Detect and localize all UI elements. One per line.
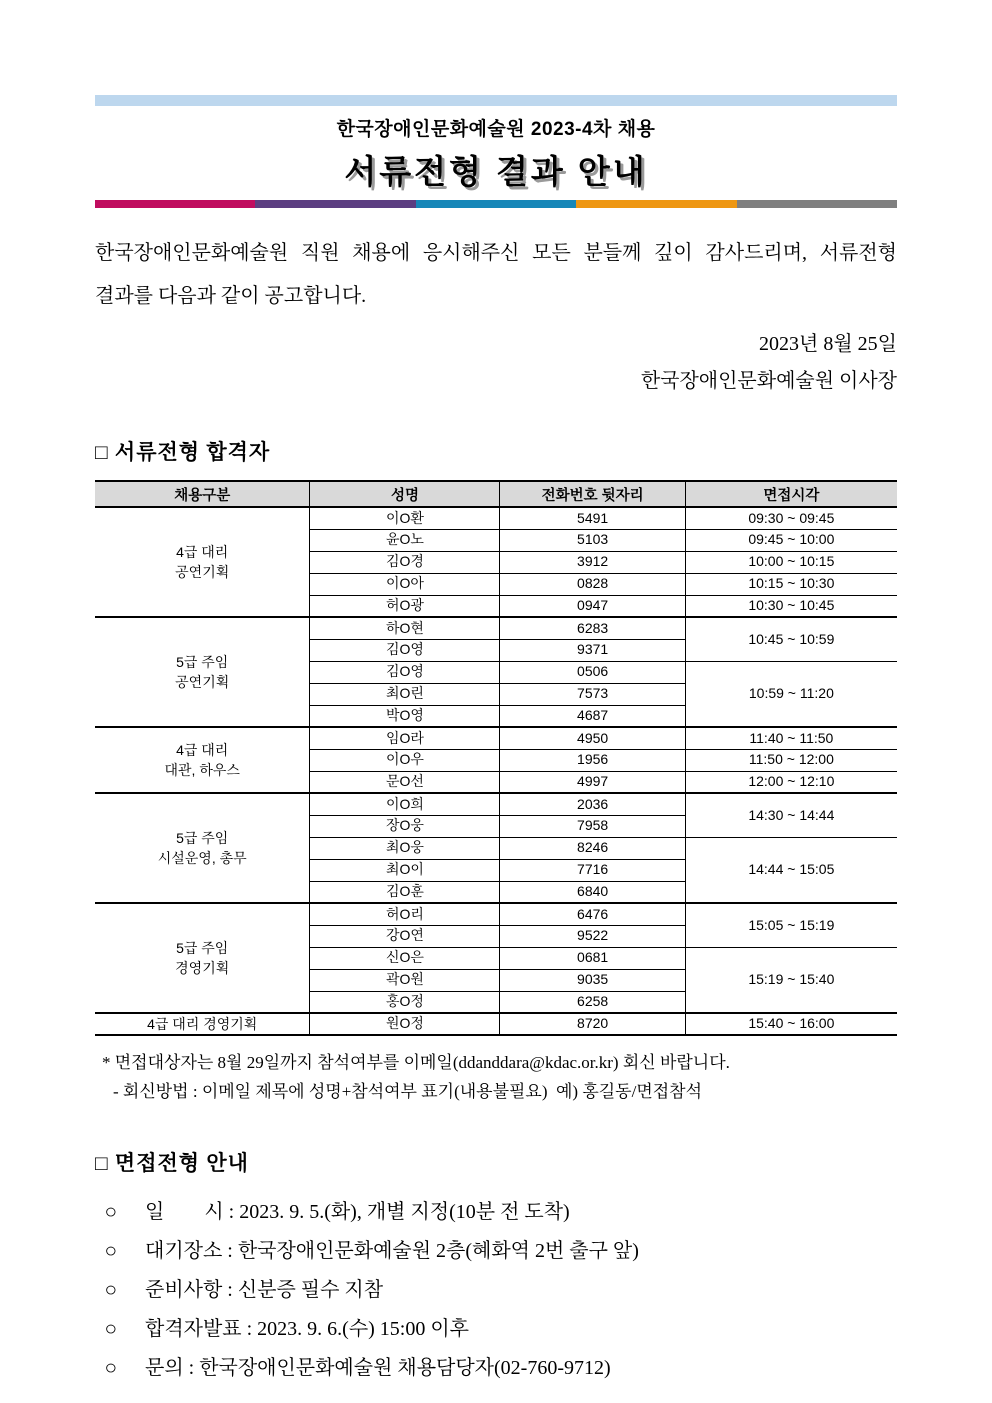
column-header-time: 면접시각 — [685, 481, 897, 507]
name-cell: 최O린 — [310, 683, 500, 705]
interview-item — [95, 1349, 897, 1388]
name-cell: 하O현 — [310, 617, 500, 639]
interview-item — [95, 1232, 897, 1271]
category-cell: 4급 대리 공연기획 — [95, 507, 310, 617]
name-cell: 김O경 — [310, 551, 500, 573]
phone-cell: 0947 — [500, 595, 685, 617]
phone-cell: 0506 — [500, 661, 685, 683]
interview-item-text: 일 시 : 2023. 9. 5.(화), 개별 지정(10분 전 도착) — [145, 1201, 570, 1224]
column-header-phone: 전화번호 뒷자리 — [500, 481, 685, 507]
circle-bullet-icon: ○ — [104, 1240, 118, 1263]
name-cell: 김O영 — [310, 639, 500, 661]
name-cell: 장O웅 — [310, 815, 500, 837]
circle-bullet-icon: ○ — [104, 1318, 118, 1341]
name-cell: 곽O원 — [310, 969, 500, 991]
name-cell: 원O정 — [310, 1013, 500, 1035]
intro-paragraph: 한국장애인문화예술원 직원 채용에 응시해주신 모든 분들께 깊이 감사드리며, 서류전형 결과를 다음과 같이 공고합니다. — [95, 242, 897, 307]
phone-cell: 4687 — [500, 705, 685, 727]
phone-cell: 5103 — [500, 529, 685, 551]
note-line: * 면접대상자는 8월 29일까지 참석여부를 이메일(ddanddara@kdac.or.kr) 회신 바랍니다. — [102, 1053, 730, 1073]
phone-cell: 6283 — [500, 617, 685, 639]
interview-item — [95, 1271, 897, 1310]
category-cell: 5급 주임 경영기획 — [95, 903, 310, 1013]
name-cell: 임O라 — [310, 727, 500, 749]
table-header-row — [95, 481, 897, 507]
name-cell: 문O선 — [310, 771, 500, 793]
interview-item-text: 문의 : 한국장애인문화예술원 채용담당자(02-760-9712) — [145, 1357, 611, 1380]
phone-cell: 9035 — [500, 969, 685, 991]
category-cell: 4급 대리 경영기획 — [95, 1013, 310, 1035]
phone-cell: 7573 — [500, 683, 685, 705]
time-cell: 15:40 ~ 16:00 — [685, 1013, 897, 1035]
phone-cell: 7716 — [500, 859, 685, 881]
circle-bullet-icon: ○ — [104, 1201, 118, 1224]
header-top-bar — [95, 95, 897, 106]
name-cell: 허O광 — [310, 595, 500, 617]
announcement-date: 2023년 8월 25일 — [759, 333, 897, 355]
name-cell: 이O우 — [310, 749, 500, 771]
time-cell: 11:40 ~ 11:50 — [685, 727, 897, 749]
time-cell: 10:15 ~ 10:30 — [685, 573, 897, 595]
time-cell: 09:45 ~ 10:00 — [685, 529, 897, 551]
table-notes — [95, 1049, 897, 1107]
phone-cell: 0681 — [500, 947, 685, 969]
time-cell: 14:44 ~ 15:05 — [685, 837, 897, 903]
signature: 한국장애인문화예술원 이사장 — [640, 370, 897, 392]
interview-item-text: 준비사항 : 신분증 필수 지참 — [145, 1279, 384, 1302]
column-header-category: 채용구분 — [95, 481, 310, 507]
time-cell: 14:30 ~ 14:44 — [685, 793, 897, 837]
recruitment-subtitle: 한국장애인문화예술원 2023-4차 채용 — [336, 119, 656, 140]
table-row — [95, 617, 897, 639]
table-row — [95, 727, 897, 749]
stripe-segment-orange — [576, 200, 736, 208]
phone-cell: 6476 — [500, 903, 685, 925]
time-cell: 10:30 ~ 10:45 — [685, 595, 897, 617]
time-cell: 12:00 ~ 12:10 — [685, 771, 897, 793]
table-row — [95, 1013, 897, 1035]
column-header-name: 성명 — [310, 481, 500, 507]
table-row — [95, 793, 897, 815]
interview-item-text: 대기장소 : 한국장애인문화예술원 2층(혜화역 2번 출구 앞) — [145, 1240, 639, 1263]
phone-cell: 7958 — [500, 815, 685, 837]
interview-section-heading: □ 면접전형 안내 — [95, 1151, 249, 1176]
name-cell: 신O은 — [310, 947, 500, 969]
phone-cell: 6840 — [500, 881, 685, 903]
time-cell: 10:59 ~ 11:20 — [685, 661, 897, 727]
interview-item-text: 합격자발표 : 2023. 9. 6.(수) 15:00 이후 — [145, 1318, 469, 1341]
phone-cell: 1956 — [500, 749, 685, 771]
name-cell: 윤O노 — [310, 529, 500, 551]
name-cell: 강O연 — [310, 925, 500, 947]
pass-section-heading: □ 서류전형 합격자 — [95, 440, 271, 464]
name-cell: 최O웅 — [310, 837, 500, 859]
name-cell: 김O영 — [310, 661, 500, 683]
name-cell: 허O리 — [310, 903, 500, 925]
name-cell: 김O훈 — [310, 881, 500, 903]
table-row — [95, 507, 897, 529]
time-cell: 10:00 ~ 10:15 — [685, 551, 897, 573]
name-cell: 이O환 — [310, 507, 500, 529]
category-cell: 5급 주임 시설운영, 총무 — [95, 793, 310, 903]
interview-item — [95, 1310, 897, 1349]
time-cell: 09:30 ~ 09:45 — [685, 507, 897, 529]
phone-cell: 6258 — [500, 991, 685, 1013]
time-cell: 15:05 ~ 15:19 — [685, 903, 897, 947]
interview-items — [95, 1193, 897, 1388]
phone-cell: 3912 — [500, 551, 685, 573]
stripe-segment-gray — [737, 200, 897, 208]
stripe-segment-blue — [416, 200, 576, 208]
page-title: 서류전형 결과 안내 — [344, 153, 648, 190]
phone-cell: 5491 — [500, 507, 685, 529]
name-cell: 이O아 — [310, 573, 500, 595]
pass-table — [95, 480, 897, 1036]
header-color-stripe — [95, 200, 897, 208]
phone-cell: 9371 — [500, 639, 685, 661]
circle-bullet-icon: ○ — [104, 1357, 118, 1380]
stripe-segment-pink — [95, 200, 255, 208]
circle-bullet-icon: ○ — [104, 1279, 118, 1302]
name-cell: 최O이 — [310, 859, 500, 881]
phone-cell: 2036 — [500, 793, 685, 815]
phone-cell: 0828 — [500, 573, 685, 595]
category-cell: 4급 대리 대관, 하우스 — [95, 727, 310, 793]
interview-item — [95, 1193, 897, 1232]
phone-cell: 4997 — [500, 771, 685, 793]
time-cell: 10:45 ~ 10:59 — [685, 617, 897, 661]
phone-cell: 8720 — [500, 1013, 685, 1035]
category-cell: 5급 주임 공연기획 — [95, 617, 310, 727]
note-line: - 회신방법 : 이메일 제목에 성명+참석여부 표기(내용불필요) 예) 홍길동/면접참석 — [113, 1082, 703, 1102]
phone-cell: 8246 — [500, 837, 685, 859]
stripe-segment-purple — [255, 200, 415, 208]
name-cell: 홍O정 — [310, 991, 500, 1013]
phone-cell: 9522 — [500, 925, 685, 947]
time-cell: 11:50 ~ 12:00 — [685, 749, 897, 771]
table-row — [95, 903, 897, 925]
name-cell: 이O희 — [310, 793, 500, 815]
name-cell: 박O영 — [310, 705, 500, 727]
time-cell: 15:19 ~ 15:40 — [685, 947, 897, 1013]
pass-table-body — [95, 507, 897, 1035]
phone-cell: 4950 — [500, 727, 685, 749]
